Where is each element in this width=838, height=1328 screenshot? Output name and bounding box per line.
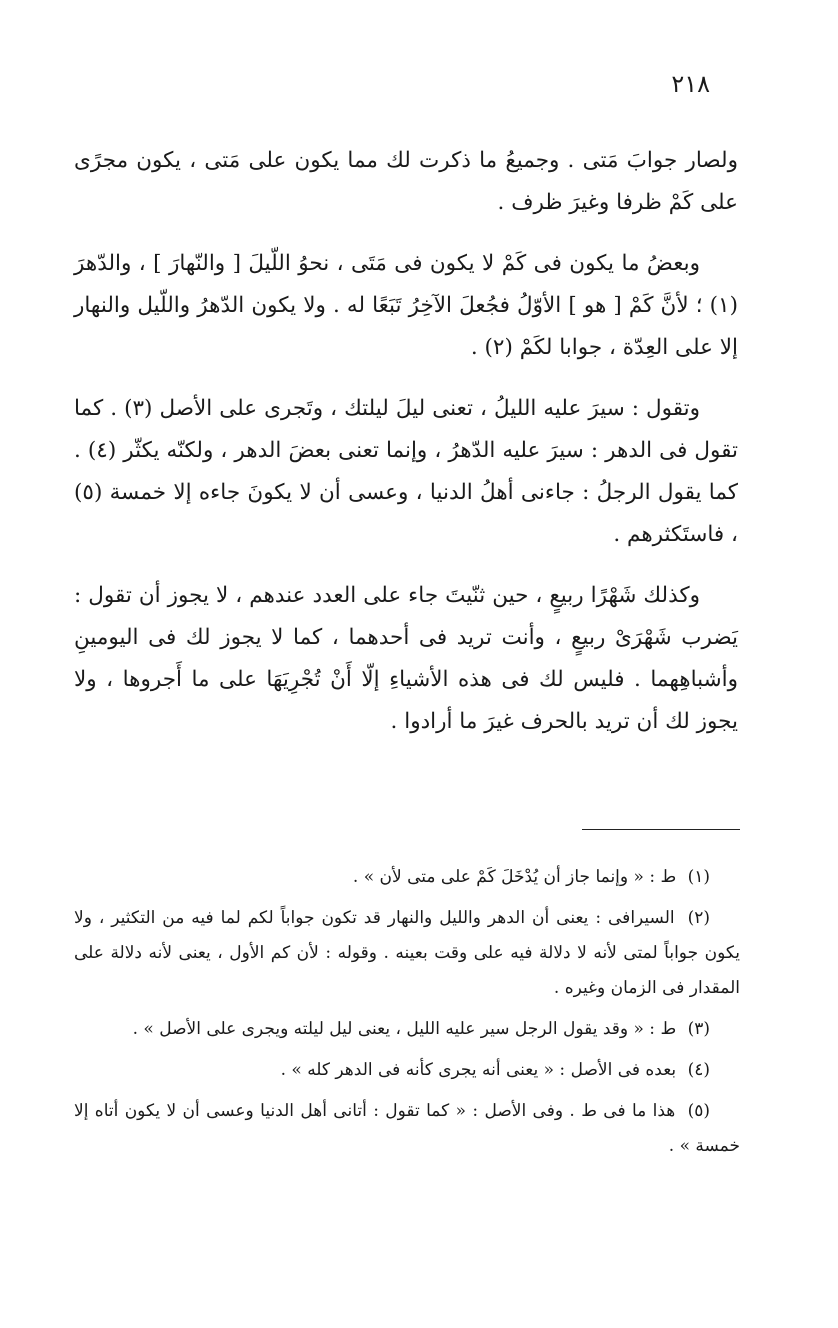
footnote-number: (٢) (687, 908, 710, 928)
footnote-text: السيرافى : يعنى أن الدهر والليل والنهار قد تكون جواباً لكم لما فيه من التكثير ، ولا يكون جواباً لمتى لأنه لا دلالة فيه على وقت بعينه . وقوله : لأن كم الأول ، يعنى لأنه دلالة على المقدار فى الزمان وغيره . (74, 908, 740, 998)
footnote-text: ط : « وإنما جاز أن يُدْخَلَ كَمْ على متى لأن » . (352, 867, 677, 887)
footnote (74, 1012, 740, 1047)
footnote-number: (٤) (687, 1060, 710, 1080)
footnote (74, 901, 740, 1006)
main-text (74, 140, 738, 762)
footnote-number: (٥) (687, 1101, 711, 1121)
paragraph: ولصار جوابَ مَتى . وجميعُ ما ذكرت لك مما يكون على مَتى ، يكون مجرًى على كَمْ ظرفا وغيرَ ظرف . (74, 148, 738, 215)
footnote-text: بعده فى الأصل : « يعنى أنه يجرى كأنه فى الدهر كله » . (280, 1060, 677, 1080)
footnote-number: (١) (687, 867, 710, 887)
footnote-separator (582, 829, 740, 830)
paragraph: وكذلك شَهْرًا ربيعٍ ، حين ثنّيتَ جاء على العدد عندهم ، لا يجوز أن تقول : يَضرب شَهْرَىْ ربيعٍ ، وأنت تريد فى أحدهما ، كما لا يجوز لك فى اليومينِ وأشباهِهما . فليس لك فى هذه الأشياءِ إلّا أَنْ تُجْرِيَهَا على ما أَجروها ، ولا يجوز لك أن تريد بالحرف غيرَ ما أرادوا . (74, 583, 738, 734)
footnote-number: (٣) (687, 1019, 710, 1039)
footnote (74, 1053, 740, 1088)
footnotes (74, 860, 740, 1170)
paragraph: وتقول : سيرَ عليه الليلُ ، تعنى ليلَ ليلتك ، وتَجرى على الأصل (٣) . كما تقول فى الدهر : سيرَ عليه الدّهرُ ، وإنما تعنى بعضَ الدهر ، ولكنّه يكثّر (٤) . كما يقول الرجلُ : جاءنى أهلُ الدنيا ، وعسى أن لا يكونَ جاءه إلا خمسة (٥) ، فاستَكثرهم . (74, 396, 738, 547)
footnote (74, 1094, 740, 1164)
footnote-text: ط : « وقد يقول الرجل سير عليه الليل ، يعنى ليل ليلته ويجرى على الأصل » . (132, 1019, 677, 1039)
footnote (74, 860, 740, 895)
page-number: ٢١٨ (671, 70, 710, 98)
paragraph: وبعضُ ما يكون فى كَمْ لا يكون فى مَتَى ، نحوُ اللّيلَ [ والنّهارَ ] ، والدّهرَ (١) ؛ لأنَّ كَمْ [ هو ] الأوّلُ فجُعلَ الآخِرُ تَبَعًا له . ولا يكون الدّهرُ واللّيل والنهار إلا على العِدّة ، جوابا لكَمْ (٢) . (74, 251, 738, 360)
footnote-text: هذا ما فى ط . وفى الأصل : « كما تقول : أتانى أهل الدنيا وعسى أن لا يكون أتاه إلا خمسة » . (74, 1101, 740, 1156)
